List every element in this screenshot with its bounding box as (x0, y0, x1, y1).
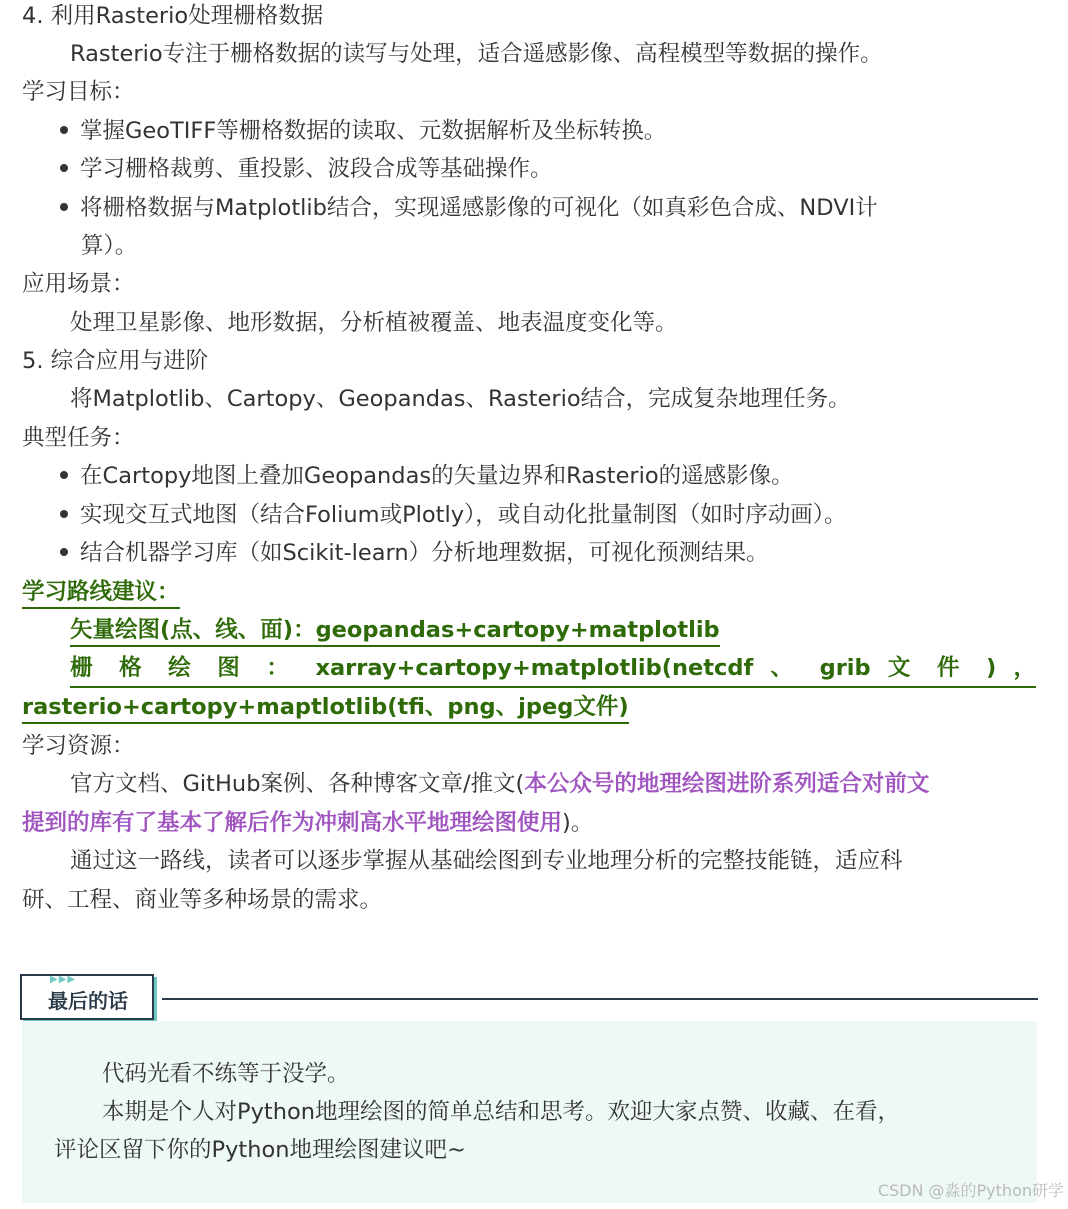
goals-label: 学习目标： (22, 79, 135, 105)
heading-divider (162, 998, 1038, 1000)
route-vector-row (70, 611, 1036, 649)
task-text: 结合机器学习库（如Scikit-learn）分析地理数据，可视化预测结果。 (80, 540, 769, 566)
bullet-icon (60, 126, 68, 134)
route-raster-line2-row (22, 688, 1038, 726)
section5-intro: 将Matplotlib、Cartopy、Geopandas、Rasterio结合，完成复杂地理任务。 (70, 386, 851, 412)
resources-text-row (22, 804, 1038, 842)
final-words-box (22, 1021, 1037, 1203)
goal-item (60, 150, 1036, 188)
arrows-icon: ▶▶▶ (50, 974, 77, 985)
bullet-icon (60, 471, 68, 479)
scene-text: 处理卫星影像、地形数据，分析植被覆盖、地表温度变化等。 (70, 310, 678, 336)
resources-highlight: 提到的库有了基本了解后作为冲刺高水平地理绘图使用 (22, 810, 563, 836)
watermark: CSDN @淼的Python研学 (877, 1181, 1064, 1200)
task-item (60, 534, 1036, 572)
section4-title: 4. 利用Rasterio处理栅格数据 (22, 3, 324, 29)
resources-label: 学习资源： (22, 733, 135, 759)
task-text: 实现交互式地图（结合Folium或Plotly），或自动化批量制图（如时序动画）。 (80, 502, 847, 528)
task-item (60, 496, 1036, 534)
bullet-icon (60, 164, 68, 172)
section4-intro: Rasterio专注于栅格数据的读写与处理，适合遥感影像、高程模型等数据的操作。 (70, 41, 883, 67)
bullet-icon (60, 510, 68, 518)
resources-text: )。 (562, 810, 594, 836)
bullet-icon (60, 548, 68, 556)
resources-highlight: 本公众号的地理绘图进阶系列适合对前文 (524, 771, 930, 797)
route-vector: 矢量绘图(点、线、面)：geopandas+cartopy+matplotlib (70, 617, 720, 647)
summary-line: 通过这一路线，读者可以逐步掌握从基础绘图到专业地理分析的完整技能链，适应科 (70, 848, 903, 874)
route-label: 学习路线建议： (22, 579, 180, 609)
route-raster-line2: rasterio+cartopy+maptlotlib(tfi、png、jpeg文件) (22, 694, 629, 724)
final-line: 本期是个人对Python地理绘图的简单总结和思考。欢迎大家点赞、收藏、在看， (102, 1099, 900, 1125)
goal-text: 将栅格数据与Matplotlib结合，实现遥感影像的可视化（如真彩色合成、NDVI计 (80, 195, 878, 221)
resources-text: 官方文档、GitHub案例、各种博客文章/推文( (70, 771, 525, 797)
final-line: 评论区留下你的Python地理绘图建议吧~ (54, 1137, 466, 1163)
goal-text: 掌握GeoTIFF等栅格数据的读取、元数据解析及坐标转换。 (80, 118, 667, 144)
resources-text-row (70, 765, 1036, 803)
task-item (60, 457, 1036, 495)
tasks-label: 典型任务： (22, 425, 135, 451)
goal-item (60, 112, 1036, 150)
goal-item-continuation: 算）。 (81, 233, 138, 259)
route-label-row (22, 573, 1038, 611)
final-heading: 最后的话 (48, 989, 128, 1013)
goal-item (60, 189, 1036, 227)
final-heading-bar (20, 968, 1038, 1022)
scene-label: 应用场景： (22, 271, 135, 297)
goal-text: 学习栅格裁剪、重投影、波段合成等基础操作。 (80, 156, 553, 182)
final-heading-tag (20, 974, 154, 1020)
route-raster-line1: 栅 格 绘 图 ： xarray+cartopy+matplotlib(netcdf 、 grib 文 件 ) ， (70, 650, 1036, 688)
final-line: 代码光看不练等于没学。 (102, 1061, 350, 1087)
summary-line: 研、工程、商业等多种场景的需求。 (22, 887, 383, 913)
section5-title: 5. 综合应用与进阶 (22, 348, 209, 374)
bullet-icon (60, 203, 68, 211)
task-text: 在Cartopy地图上叠加Geopandas的矢量边界和Rasterio的遥感影像。 (80, 463, 794, 489)
